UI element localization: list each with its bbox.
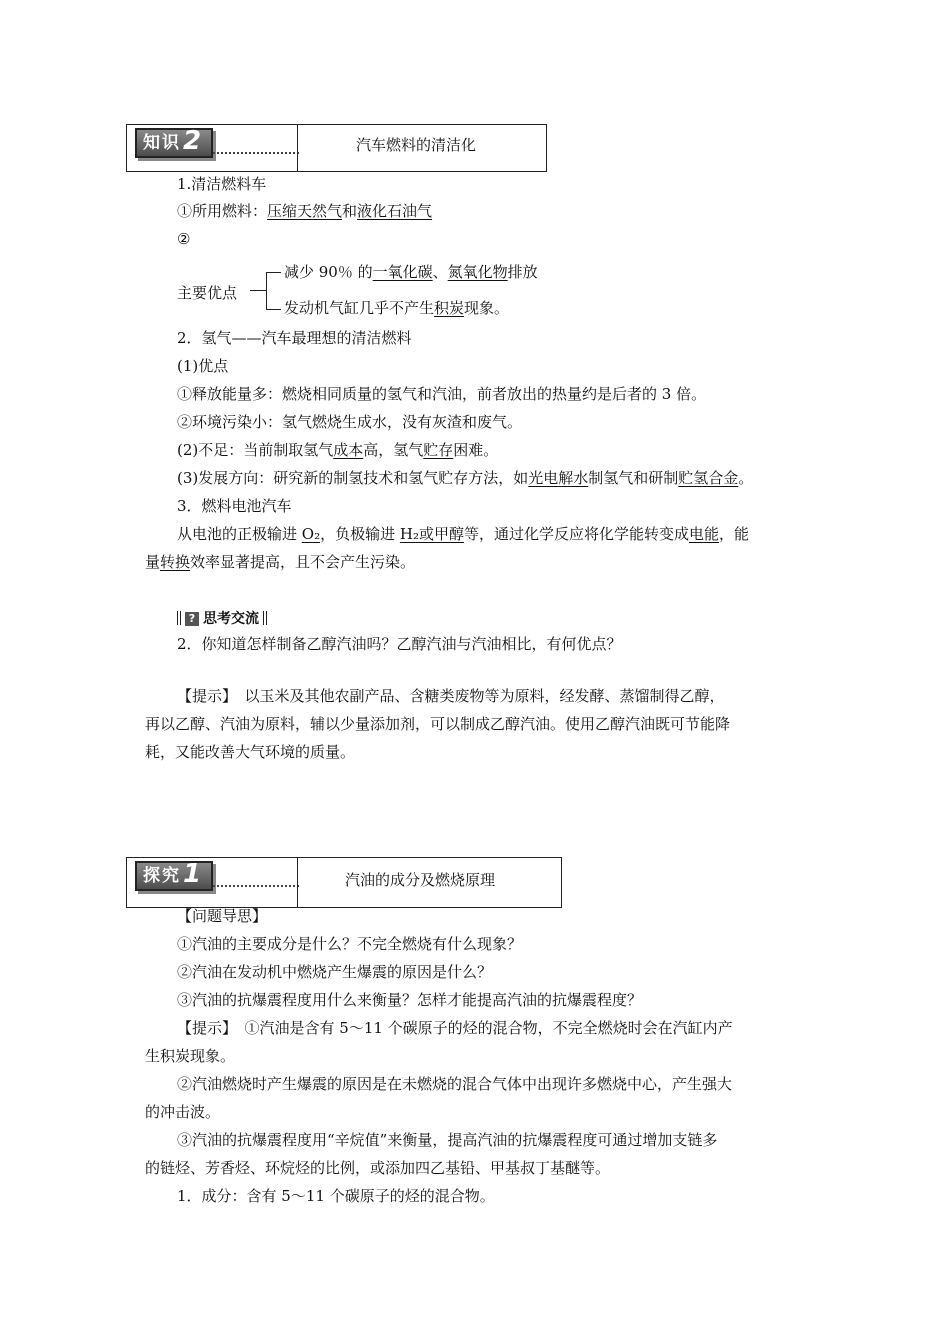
adv2-carbon: 积炭 (434, 299, 465, 317)
question-3: ③汽油的抗爆震程度用什么来衡量？怎样才能提高汽油的抗爆震程度？ (177, 991, 643, 1009)
item3-d: ，能 (719, 525, 750, 543)
explore-badge-number: 1 (183, 859, 204, 889)
short-prefix: (2)不足：当前制取氢气 (177, 441, 334, 459)
section-title: 汽油的成分及燃烧原理 (345, 871, 496, 889)
dir-mid: 制氢气和研制 (588, 469, 679, 487)
fuel-label: ①所用燃料： (177, 202, 268, 220)
brace-stub (250, 290, 266, 291)
item2-shortcoming (177, 440, 498, 460)
dir-prefix: (3)发展方向：研究新的制氢技术和氢气贮存方法，如 (177, 469, 529, 487)
item2-sub1: (1)优点 (177, 357, 229, 375)
section-header-knowledge (126, 124, 547, 172)
short-mid: 高，氢气 (363, 441, 424, 459)
dir-alloy: 贮氢合金 (678, 469, 739, 487)
advantage-2 (284, 298, 509, 318)
section-title: 汽车燃料的清洁化 (356, 136, 477, 154)
advantages-label: 主要优点 (177, 284, 238, 302)
guide-heading: 【问题导思】 (177, 907, 268, 925)
item3-electric: 电能 (689, 525, 720, 543)
item1-fuel (177, 201, 432, 221)
fuel-lpg: 液化石油气 (357, 202, 433, 220)
item3-c: 等，通过化学反应将化学能转变成 (463, 525, 689, 543)
composition-item: 1．成分：含有 5～11 个碳原子的烃的混合物。 (177, 1187, 495, 1205)
item3-line1 (177, 524, 749, 544)
answer-1-line1: 【提示】 ①汽油是含有 5～11 个碳原子的烃的混合物，不完全燃烧时会在汽缸内产 (177, 1019, 733, 1037)
think-label-text: 思考交流 (203, 611, 259, 627)
question-2: ②汽油在发动机中燃烧产生爆震的原因是什么？ (177, 963, 493, 981)
think-question: 2．你知道怎样制备乙醇汽油吗？乙醇汽油与汽油相比，有何优点？ (177, 635, 622, 653)
section-header-explore (126, 857, 562, 908)
adv1-sep: 、 (432, 263, 448, 281)
item3-b: ，负极输进 (320, 525, 400, 543)
question-1: ①汽油的主要成分是什么？不完全燃烧有什么现象？ (177, 935, 523, 953)
dotted-rule (213, 152, 299, 154)
dotted-rule (213, 885, 299, 887)
item3-line2 (145, 552, 415, 572)
right-bar (263, 611, 267, 625)
answer-3-line1: ③汽油的抗爆震程度用“辛烷值”来衡量，提高汽油的抗爆震程度可通过增加支链多 (177, 1131, 718, 1149)
dir-photolysis: 光电解水 (528, 469, 589, 487)
item1-circle2: ② (177, 230, 191, 248)
advantage-1 (284, 262, 538, 282)
adv1-prefix: 减少 90％ 的 (284, 263, 373, 281)
answer-1-line2: 生积炭现象。 (145, 1047, 236, 1065)
think-hint-line2: 再以乙醇、汽油为原料，辅以少量添加剂，可以制成乙醇汽油。使用乙醇汽油既可节能降 (145, 715, 731, 733)
answer-3-line2: 的链烃、芳香烃、环烷烃的比例，或添加四乙基铅、甲基叔丁基醚等。 (145, 1159, 611, 1177)
knowledge-badge-number: 2 (183, 126, 204, 156)
item2-heading: 2．氢气——汽车最理想的清洁燃料 (177, 329, 412, 347)
think-hint-line1: 【提示】 以玉米及其他农副产品、含糖类废物等为原料，经发酵、蒸馏制得乙醇， (177, 687, 725, 705)
header-divider (297, 858, 298, 907)
fuel-cng: 压缩天然气 (267, 202, 343, 220)
question-mark-icon: ? (185, 612, 199, 626)
short-cost: 成本 (333, 441, 364, 459)
item2-adv2: ②环境污染小：氢气燃烧生成水，没有灰渣和废气。 (177, 413, 523, 431)
answer-2-line2: 的冲击波。 (145, 1103, 221, 1121)
short-storage: 贮存 (423, 441, 454, 459)
item2-adv1: ①释放能量多：燃烧相同质量的氢气和汽油，前者放出的热量约是后者的 3 倍。 (177, 385, 707, 403)
item3-conversion: 转换 (160, 553, 191, 571)
header-divider (297, 125, 298, 171)
knowledge-badge (135, 128, 213, 158)
explore-badge (135, 861, 213, 891)
item3-o2: O₂ (301, 525, 321, 543)
item2-direction (177, 468, 753, 488)
left-bar (177, 611, 181, 625)
adv1-co: 一氧化碳 (372, 263, 433, 281)
item3-l2b: 效率显著提高，且不会产生污染。 (190, 553, 416, 571)
adv1-nox: 氮氧化物 (447, 263, 508, 281)
item1-heading: 1.清洁燃料车 (177, 175, 267, 193)
item3-h2: H₂或甲醇 (399, 525, 464, 543)
knowledge-badge-text: 知识 (143, 133, 181, 153)
short-suffix: 困难。 (453, 441, 499, 459)
explore-badge-text: 探究 (143, 866, 181, 886)
think-exchange-label (177, 608, 267, 628)
item3-l2a: 量 (145, 553, 161, 571)
think-hint-line3: 耗，又能改善大气环境的质量。 (145, 743, 356, 761)
dir-suffix: 。 (738, 469, 754, 487)
adv1-suffix: 排放 (507, 263, 538, 281)
adv2-suffix: 现象。 (464, 299, 510, 317)
adv2-prefix: 发动机气缸几乎不产生 (284, 299, 435, 317)
answer-2-line1: ②汽油燃烧时产生爆震的原因是在未燃烧的混合气体中出现许多燃烧中心，产生强大 (177, 1075, 733, 1093)
fuel-and: 和 (342, 202, 358, 220)
item3-a: 从电池的正极输进 (177, 525, 302, 543)
advantages-brace (266, 272, 281, 310)
item3-heading: 3．燃料电池汽车 (177, 497, 292, 515)
